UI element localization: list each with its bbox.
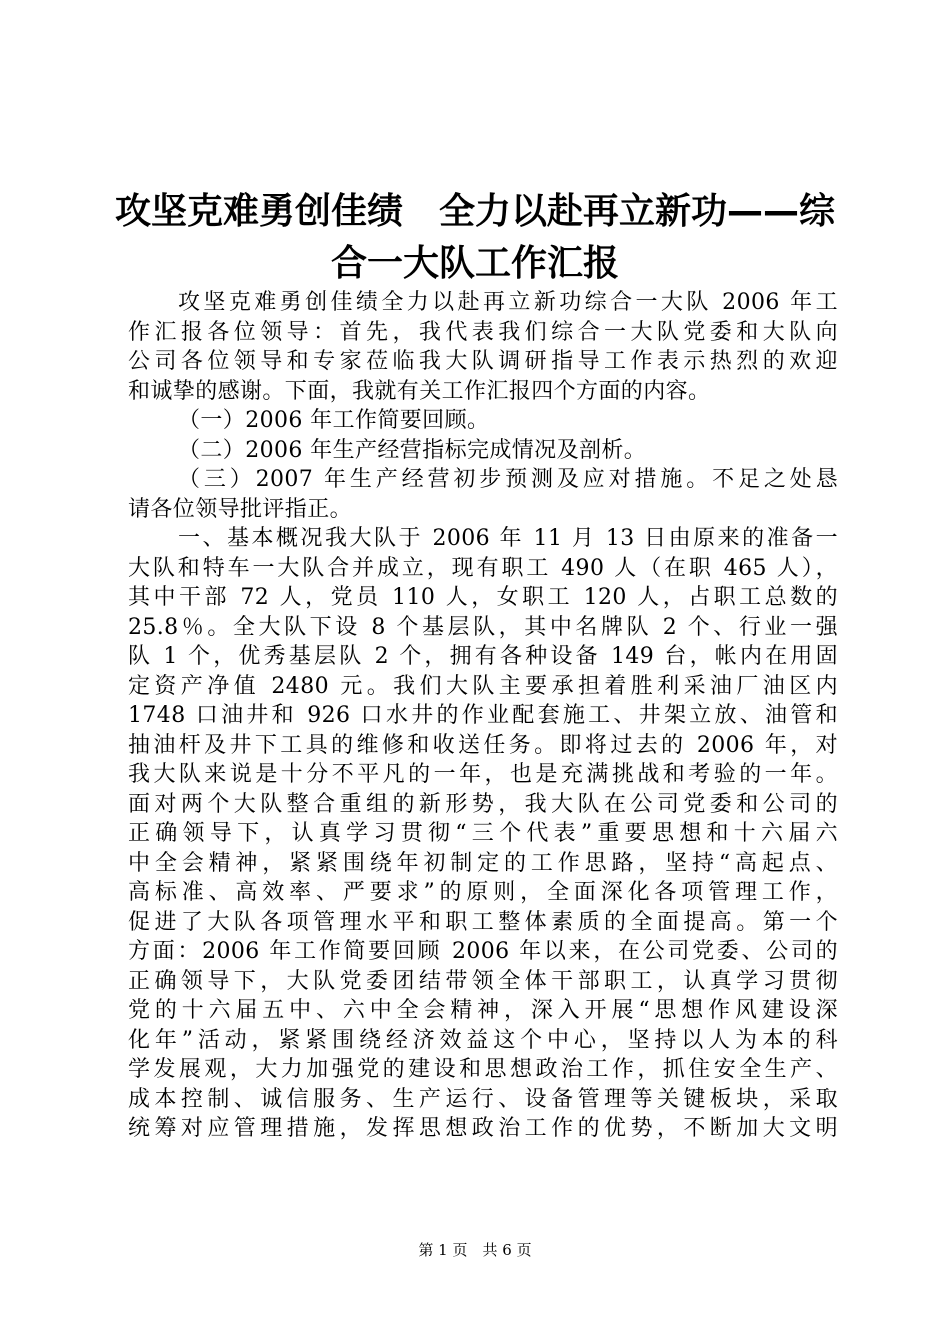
body-text-line: 攻坚克难勇创佳绩全力以赴再立新功综合一大队 2006 年工: [178, 290, 838, 315]
body-text-line: （二）2006 年生产经营指标完成情况及剖析。: [178, 437, 647, 463]
document-title-line-2: 合一大队工作汇报: [330, 243, 619, 284]
page-footer: 第 1 页 共 6 页: [418, 1241, 532, 1259]
body-text-line: 促进了大队各项管理水平和职工整体素质的全面提高。第一个: [128, 909, 838, 935]
body-text-line: 正确领导下，认真学习贯彻“三个代表”重要思想和十六届六: [128, 821, 838, 846]
body-text-line: 25.8％。全大队下设 8 个基层队，其中名牌队 2 个、行业一强: [128, 614, 838, 640]
body-text-line: 化年”活动，紧紧围绕经济效益这个中心，坚持以人为本的科: [128, 1027, 838, 1053]
body-text-line: 作汇报各位领导：首先，我代表我们综合一大队党委和大队向: [128, 319, 838, 345]
body-text-line: 和诚挚的感谢。下面，我就有关工作汇报四个方面的内容。: [128, 378, 711, 404]
body-text-line: 统筹对应管理措施，发挥思想政治工作的优势，不断加大文明: [128, 1116, 838, 1141]
body-text-line: 公司各位领导和专家莅临我大队调研指导工作表示热烈的欢迎: [128, 349, 838, 374]
body-text-line: 定资产净值 2480 元。我们大队主要承担着胜利采油厂油区内: [128, 673, 838, 699]
body-text-line: 学发展观，大力加强党的建设和思想政治工作，抓住安全生产、: [128, 1057, 838, 1082]
body-text-line: 成本控制、诚信服务、生产运行、设备管理等关键板块，采取: [128, 1086, 838, 1112]
body-text-line: 抽油杆及井下工具的维修和收送任务。即将过去的 2006 年，对: [128, 732, 838, 758]
body-text-line: 我大队来说是十分不平凡的一年，也是充满挑战和考验的一年。: [128, 762, 838, 787]
body-text-line: 正确领导下，大队党委团结带领全体干部职工，认真学习贯彻: [128, 968, 838, 994]
body-text-line: 1748 口油井和 926 口水井的作业配套施工、井架立放、油管和: [128, 703, 838, 728]
body-text-line: 方面：2006 年工作简要回顾 2006 年以来，在公司党委、公司的: [128, 939, 838, 964]
document-body: [128, 288, 838, 1144]
body-text-line: 大队和特车一大队合并成立，现有职工 490 人（在职 465 人），: [128, 555, 838, 581]
body-text-line: 中全会精神，紧紧围绕年初制定的工作思路，坚持“高起点、: [128, 850, 838, 876]
body-text-line: 高标准、高效率、严要求”的原则，全面深化各项管理工作，: [128, 880, 838, 905]
document-title-line-1: 攻坚克难勇创佳绩 全力以赴再立新功——综: [114, 191, 835, 232]
body-text-line: 请各位领导批评指正。: [128, 496, 353, 522]
body-text-line: 一、基本概况我大队于 2006 年 11 月 13 日由原来的准备一: [178, 526, 838, 551]
body-text-line: 其中干部 72 人，党员 110 人，女职工 120 人，占职工总数的: [128, 585, 838, 610]
body-text-line: （三）2007 年生产经营初步预测及应对措施。不足之处恳: [178, 467, 838, 492]
body-text-line: （一）2006 年工作简要回顾。: [178, 408, 490, 433]
body-text-line: 面对两个大队整合重组的新形势，我大队在公司党委和公司的: [128, 791, 838, 817]
body-text-line: 党的十六届五中、六中全会精神，深入开展“思想作风建设深: [128, 998, 838, 1023]
body-text-line: 队 1 个，优秀基层队 2 个，拥有各种设备 149 台，帐内在用固: [128, 644, 838, 669]
